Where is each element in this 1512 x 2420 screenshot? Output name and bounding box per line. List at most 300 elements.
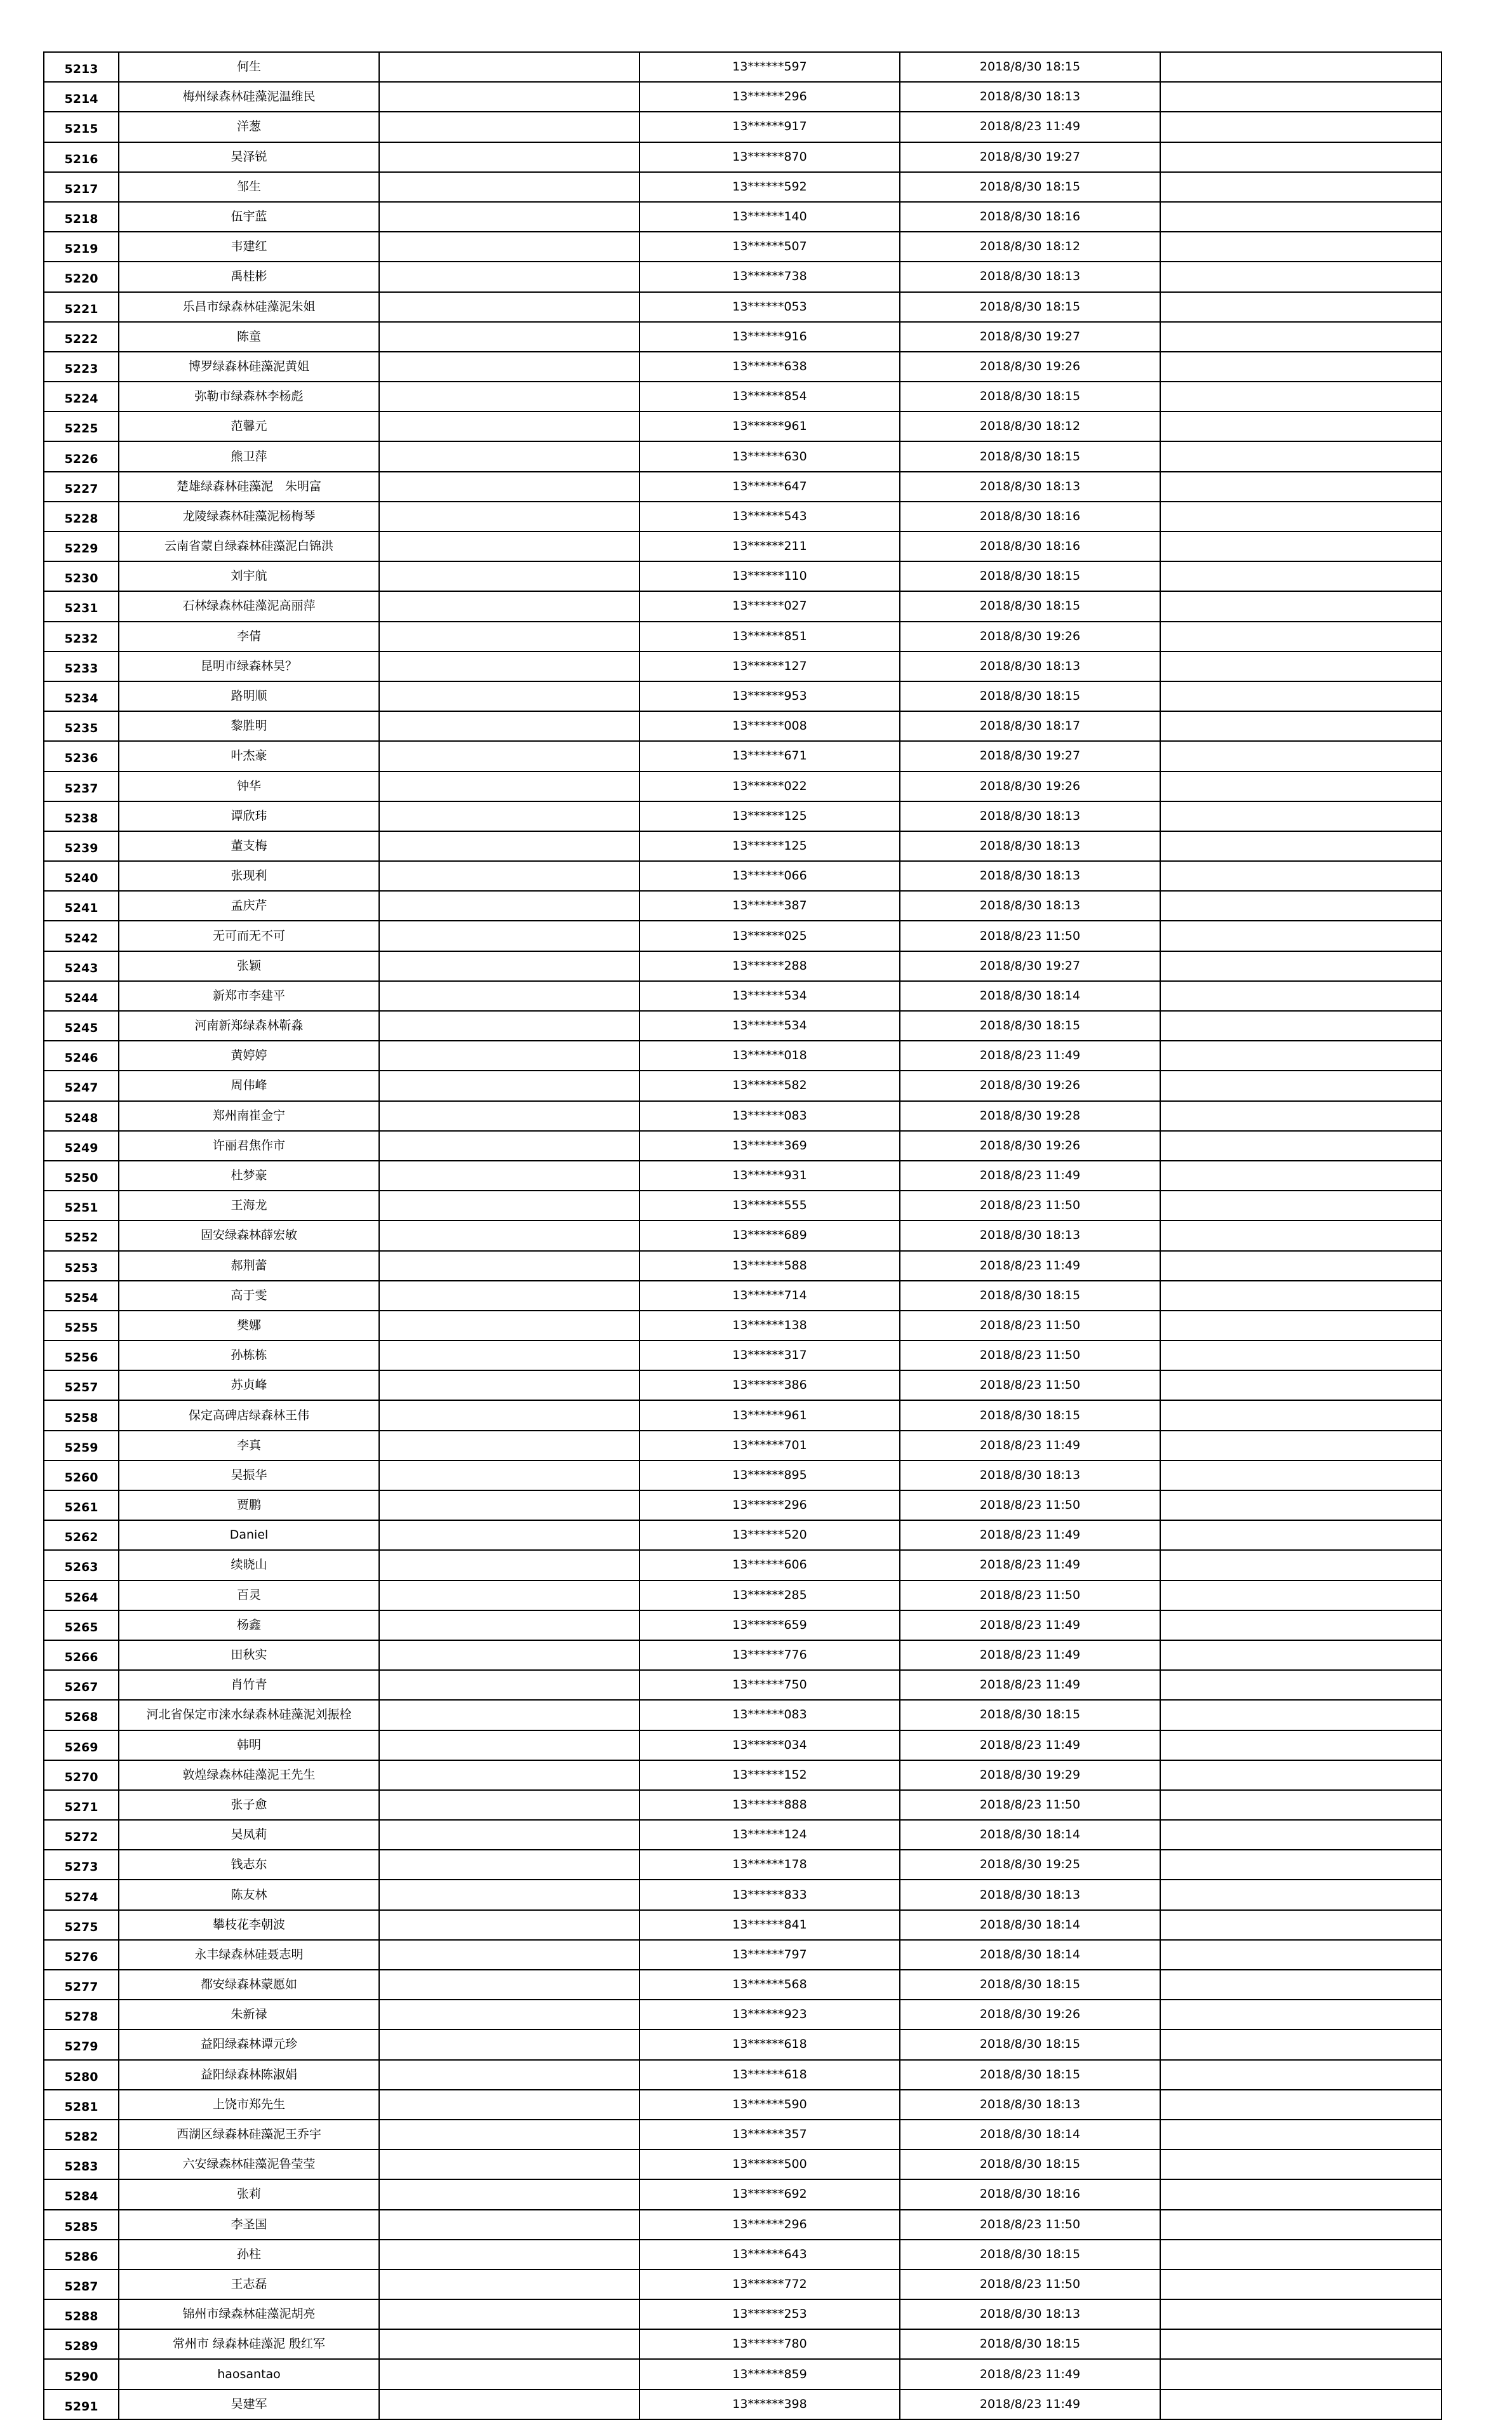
row-phone-cell: 13******357 bbox=[639, 2120, 900, 2149]
row-phone-cell: 13******296 bbox=[639, 82, 900, 112]
row-time-cell: 2018/8/23 11:50 bbox=[900, 2210, 1160, 2240]
row-name-cell: Daniel bbox=[119, 1520, 379, 1550]
row-empty-cell bbox=[379, 1550, 639, 1580]
row-phone-cell: 13******582 bbox=[639, 1071, 900, 1100]
table-row bbox=[44, 561, 1442, 591]
row-phone-cell: 13******859 bbox=[639, 2359, 900, 2389]
row-phone-cell: 13******534 bbox=[639, 1011, 900, 1041]
row-empty-cell bbox=[379, 1490, 639, 1520]
row-empty-cell bbox=[379, 472, 639, 502]
row-empty-cell bbox=[1160, 981, 1442, 1011]
row-id-cell: 5267 bbox=[44, 1670, 119, 1700]
row-time-cell: 2018/8/30 18:13 bbox=[900, 1461, 1160, 1490]
row-id-cell: 5291 bbox=[44, 2390, 119, 2419]
row-phone-cell: 13******507 bbox=[639, 232, 900, 262]
row-id-cell: 5282 bbox=[44, 2120, 119, 2149]
row-empty-cell bbox=[1160, 1311, 1442, 1340]
row-name-cell: 百灵 bbox=[119, 1581, 379, 1610]
table-row bbox=[44, 2179, 1442, 2209]
row-id-cell: 5263 bbox=[44, 1550, 119, 1580]
row-id-cell: 5253 bbox=[44, 1251, 119, 1281]
table-row bbox=[44, 951, 1442, 981]
row-empty-cell bbox=[1160, 2120, 1442, 2149]
row-name-cell: 吴泽锐 bbox=[119, 142, 379, 172]
row-empty-cell bbox=[379, 531, 639, 561]
row-time-cell: 2018/8/23 11:49 bbox=[900, 1161, 1160, 1191]
row-name-cell: 昆明市绿森林昊？ bbox=[119, 652, 379, 681]
row-empty-cell bbox=[1160, 1431, 1442, 1461]
row-phone-cell: 13******618 bbox=[639, 2060, 900, 2090]
row-empty-cell bbox=[379, 322, 639, 352]
row-phone-cell: 13******895 bbox=[639, 1461, 900, 1490]
row-empty-cell bbox=[379, 622, 639, 652]
row-phone-cell: 13******027 bbox=[639, 591, 900, 621]
row-id-cell: 5281 bbox=[44, 2090, 119, 2120]
table-row bbox=[44, 2240, 1442, 2270]
row-empty-cell bbox=[379, 711, 639, 741]
row-empty-cell bbox=[1160, 1461, 1442, 1490]
row-phone-cell: 13******296 bbox=[639, 2210, 900, 2240]
row-time-cell: 2018/8/23 11:49 bbox=[900, 1610, 1160, 1640]
row-time-cell: 2018/8/30 18:16 bbox=[900, 531, 1160, 561]
row-phone-cell: 13******916 bbox=[639, 322, 900, 352]
row-phone-cell: 13******961 bbox=[639, 1400, 900, 1430]
row-id-cell: 5240 bbox=[44, 861, 119, 891]
row-id-cell: 5272 bbox=[44, 1820, 119, 1850]
row-empty-cell bbox=[1160, 411, 1442, 441]
row-name-cell: 陈童 bbox=[119, 322, 379, 352]
row-name-cell: 周伟峰 bbox=[119, 1071, 379, 1100]
table-row bbox=[44, 2149, 1442, 2179]
row-empty-cell bbox=[379, 591, 639, 621]
table-row bbox=[44, 2270, 1442, 2299]
row-time-cell: 2018/8/30 19:26 bbox=[900, 1071, 1160, 1100]
table-row bbox=[44, 772, 1442, 801]
table-row bbox=[44, 891, 1442, 921]
row-empty-cell bbox=[1160, 112, 1442, 142]
row-name-cell: 郑州南崔金宁 bbox=[119, 1101, 379, 1131]
row-name-cell: 敦煌绿森林硅藻泥王先生 bbox=[119, 1760, 379, 1790]
table-row bbox=[44, 1820, 1442, 1850]
row-empty-cell bbox=[379, 1340, 639, 1370]
row-empty-cell bbox=[1160, 2240, 1442, 2270]
row-id-cell: 5273 bbox=[44, 1850, 119, 1880]
row-id-cell: 5278 bbox=[44, 2000, 119, 2029]
row-phone-cell: 13******178 bbox=[639, 1850, 900, 1880]
row-time-cell: 2018/8/23 11:49 bbox=[900, 1640, 1160, 1670]
table-row bbox=[44, 2329, 1442, 2359]
row-time-cell: 2018/8/30 19:26 bbox=[900, 2000, 1160, 2029]
row-phone-cell: 13******124 bbox=[639, 1820, 900, 1850]
row-name-cell: 张子愈 bbox=[119, 1790, 379, 1820]
table-row bbox=[44, 681, 1442, 711]
row-time-cell: 2018/8/23 11:50 bbox=[900, 1340, 1160, 1370]
row-name-cell: 禹桂彬 bbox=[119, 262, 379, 291]
row-time-cell: 2018/8/30 19:27 bbox=[900, 322, 1160, 352]
row-time-cell: 2018/8/30 18:15 bbox=[900, 2240, 1160, 2270]
row-empty-cell bbox=[1160, 801, 1442, 831]
table-row bbox=[44, 322, 1442, 352]
row-time-cell: 2018/8/30 18:15 bbox=[900, 52, 1160, 82]
table-row bbox=[44, 741, 1442, 771]
table-row bbox=[44, 262, 1442, 291]
row-name-cell: 钱志东 bbox=[119, 1850, 379, 1880]
row-empty-cell bbox=[1160, 2060, 1442, 2090]
row-name-cell: 益阳绿森林陈淑娟 bbox=[119, 2060, 379, 2090]
table-row bbox=[44, 1730, 1442, 1760]
row-id-cell: 5220 bbox=[44, 262, 119, 291]
row-name-cell: 吴凤莉 bbox=[119, 1820, 379, 1850]
row-phone-cell: 13******931 bbox=[639, 1161, 900, 1191]
row-empty-cell bbox=[1160, 1101, 1442, 1131]
table-row bbox=[44, 1311, 1442, 1340]
row-empty-cell bbox=[379, 951, 639, 981]
row-empty-cell bbox=[1160, 1400, 1442, 1430]
table-row bbox=[44, 1340, 1442, 1370]
row-empty-cell bbox=[379, 82, 639, 112]
row-phone-cell: 13******797 bbox=[639, 1940, 900, 1970]
table-row bbox=[44, 292, 1442, 322]
row-empty-cell bbox=[1160, 1970, 1442, 2000]
row-empty-cell bbox=[379, 262, 639, 291]
row-phone-cell: 13******317 bbox=[639, 1340, 900, 1370]
row-empty-cell bbox=[1160, 1520, 1442, 1550]
row-id-cell: 5231 bbox=[44, 591, 119, 621]
row-id-cell: 5260 bbox=[44, 1461, 119, 1490]
row-time-cell: 2018/8/30 18:15 bbox=[900, 1011, 1160, 1041]
row-phone-cell: 13******870 bbox=[639, 142, 900, 172]
row-empty-cell bbox=[379, 352, 639, 382]
row-time-cell: 2018/8/23 11:49 bbox=[900, 1550, 1160, 1580]
row-name-cell: 李真 bbox=[119, 1431, 379, 1461]
row-id-cell: 5256 bbox=[44, 1340, 119, 1370]
row-time-cell: 2018/8/30 18:12 bbox=[900, 232, 1160, 262]
table-row bbox=[44, 1461, 1442, 1490]
row-time-cell: 2018/8/30 19:25 bbox=[900, 1850, 1160, 1880]
row-name-cell: 樊娜 bbox=[119, 1311, 379, 1340]
row-empty-cell bbox=[1160, 681, 1442, 711]
row-phone-cell: 13******923 bbox=[639, 2000, 900, 2029]
row-phone-cell: 13******671 bbox=[639, 741, 900, 771]
row-id-cell: 5252 bbox=[44, 1220, 119, 1250]
row-empty-cell bbox=[1160, 1041, 1442, 1071]
row-id-cell: 5288 bbox=[44, 2299, 119, 2329]
row-empty-cell bbox=[1160, 1161, 1442, 1191]
table-row bbox=[44, 52, 1442, 82]
row-phone-cell: 13******127 bbox=[639, 652, 900, 681]
table-row bbox=[44, 1400, 1442, 1430]
row-phone-cell: 13******618 bbox=[639, 2029, 900, 2059]
table-row bbox=[44, 652, 1442, 681]
row-time-cell: 2018/8/30 18:15 bbox=[900, 561, 1160, 591]
table-row bbox=[44, 202, 1442, 232]
row-name-cell: 孙栋栋 bbox=[119, 1340, 379, 1370]
row-empty-cell bbox=[1160, 951, 1442, 981]
row-phone-cell: 13******961 bbox=[639, 411, 900, 441]
row-name-cell: 益阳绿森林谭元珍 bbox=[119, 2029, 379, 2059]
table-row bbox=[44, 2210, 1442, 2240]
row-id-cell: 5217 bbox=[44, 172, 119, 202]
row-time-cell: 2018/8/30 18:13 bbox=[900, 831, 1160, 861]
row-empty-cell bbox=[379, 561, 639, 591]
row-empty-cell bbox=[379, 861, 639, 891]
row-empty-cell bbox=[1160, 1340, 1442, 1370]
row-name-cell: 西湖区绿森林硅藻泥王乔宇 bbox=[119, 2120, 379, 2149]
row-phone-cell: 13******659 bbox=[639, 1610, 900, 1640]
row-empty-cell bbox=[1160, 1581, 1442, 1610]
row-empty-cell bbox=[1160, 2000, 1442, 2029]
row-time-cell: 2018/8/30 18:15 bbox=[900, 172, 1160, 202]
row-time-cell: 2018/8/30 18:15 bbox=[900, 1970, 1160, 2000]
row-time-cell: 2018/8/30 18:15 bbox=[900, 2029, 1160, 2059]
row-id-cell: 5250 bbox=[44, 1161, 119, 1191]
table-row bbox=[44, 1011, 1442, 1041]
row-empty-cell bbox=[379, 2029, 639, 2059]
table-row bbox=[44, 2060, 1442, 2090]
row-empty-cell bbox=[379, 411, 639, 441]
row-time-cell: 2018/8/23 11:49 bbox=[900, 1041, 1160, 1071]
row-id-cell: 5257 bbox=[44, 1370, 119, 1400]
row-empty-cell bbox=[1160, 861, 1442, 891]
row-time-cell: 2018/8/30 19:26 bbox=[900, 772, 1160, 801]
row-name-cell: 河南新郑绿森林靳淼 bbox=[119, 1011, 379, 1041]
row-empty-cell bbox=[379, 2149, 639, 2179]
table-row bbox=[44, 1431, 1442, 1461]
table-row bbox=[44, 1220, 1442, 1250]
row-name-cell: 苏贞峰 bbox=[119, 1370, 379, 1400]
row-time-cell: 2018/8/23 11:49 bbox=[900, 1670, 1160, 1700]
row-empty-cell bbox=[379, 202, 639, 232]
row-phone-cell: 13******630 bbox=[639, 441, 900, 471]
row-time-cell: 2018/8/30 18:17 bbox=[900, 711, 1160, 741]
row-id-cell: 5213 bbox=[44, 52, 119, 82]
row-id-cell: 5223 bbox=[44, 352, 119, 382]
row-empty-cell bbox=[1160, 1071, 1442, 1100]
table-row bbox=[44, 981, 1442, 1011]
table-row bbox=[44, 411, 1442, 441]
row-name-cell: 吴振华 bbox=[119, 1461, 379, 1490]
table-row bbox=[44, 1880, 1442, 1909]
row-empty-cell bbox=[1160, 2329, 1442, 2359]
row-empty-cell bbox=[379, 1670, 639, 1700]
row-empty-cell bbox=[1160, 292, 1442, 322]
row-id-cell: 5232 bbox=[44, 622, 119, 652]
row-time-cell: 2018/8/23 11:50 bbox=[900, 1311, 1160, 1340]
table-row bbox=[44, 1940, 1442, 1970]
row-empty-cell bbox=[379, 891, 639, 921]
row-name-cell: 常州市 绿森林硅藻泥 殷红军 bbox=[119, 2329, 379, 2359]
row-empty-cell bbox=[379, 292, 639, 322]
row-empty-cell bbox=[379, 1101, 639, 1131]
row-phone-cell: 13******066 bbox=[639, 861, 900, 891]
row-phone-cell: 13******689 bbox=[639, 1220, 900, 1250]
row-id-cell: 5264 bbox=[44, 1581, 119, 1610]
row-phone-cell: 13******008 bbox=[639, 711, 900, 741]
row-empty-cell bbox=[1160, 1730, 1442, 1760]
row-phone-cell: 13******083 bbox=[639, 1700, 900, 1730]
row-id-cell: 5218 bbox=[44, 202, 119, 232]
row-empty-cell bbox=[1160, 1790, 1442, 1820]
row-name-cell: 田秋实 bbox=[119, 1640, 379, 1670]
row-phone-cell: 13******386 bbox=[639, 1370, 900, 1400]
data-table bbox=[43, 51, 1442, 2420]
row-phone-cell: 13******833 bbox=[639, 1880, 900, 1909]
row-time-cell: 2018/8/30 18:15 bbox=[900, 441, 1160, 471]
row-time-cell: 2018/8/30 18:13 bbox=[900, 2299, 1160, 2329]
row-id-cell: 5277 bbox=[44, 1970, 119, 2000]
row-id-cell: 5254 bbox=[44, 1281, 119, 1311]
row-id-cell: 5262 bbox=[44, 1520, 119, 1550]
row-name-cell: 范馨元 bbox=[119, 411, 379, 441]
row-empty-cell bbox=[379, 172, 639, 202]
row-id-cell: 5286 bbox=[44, 2240, 119, 2270]
row-time-cell: 2018/8/23 11:50 bbox=[900, 1191, 1160, 1220]
table-row bbox=[44, 2090, 1442, 2120]
row-empty-cell bbox=[379, 502, 639, 531]
row-empty-cell bbox=[379, 232, 639, 262]
table-row bbox=[44, 472, 1442, 502]
row-phone-cell: 13******588 bbox=[639, 1251, 900, 1281]
row-name-cell: 黄婷婷 bbox=[119, 1041, 379, 1071]
row-id-cell: 5241 bbox=[44, 891, 119, 921]
row-id-cell: 5234 bbox=[44, 681, 119, 711]
row-empty-cell bbox=[1160, 622, 1442, 652]
row-empty-cell bbox=[1160, 322, 1442, 352]
row-id-cell: 5225 bbox=[44, 411, 119, 441]
row-empty-cell bbox=[379, 1400, 639, 1430]
row-empty-cell bbox=[379, 2120, 639, 2149]
row-phone-cell: 13******500 bbox=[639, 2149, 900, 2179]
row-time-cell: 2018/8/30 19:27 bbox=[900, 142, 1160, 172]
row-id-cell: 5245 bbox=[44, 1011, 119, 1041]
table-row bbox=[44, 1550, 1442, 1580]
row-time-cell: 2018/8/30 19:26 bbox=[900, 622, 1160, 652]
table-row bbox=[44, 1640, 1442, 1670]
row-id-cell: 5246 bbox=[44, 1041, 119, 1071]
row-phone-cell: 13******140 bbox=[639, 202, 900, 232]
row-empty-cell bbox=[1160, 1850, 1442, 1880]
table-row bbox=[44, 441, 1442, 471]
row-id-cell: 5279 bbox=[44, 2029, 119, 2059]
row-phone-cell: 13******387 bbox=[639, 891, 900, 921]
row-name-cell: haosantao bbox=[119, 2359, 379, 2389]
row-id-cell: 5228 bbox=[44, 502, 119, 531]
row-empty-cell bbox=[1160, 1610, 1442, 1640]
row-empty-cell bbox=[379, 741, 639, 771]
row-time-cell: 2018/8/30 18:15 bbox=[900, 2149, 1160, 2179]
row-empty-cell bbox=[379, 1700, 639, 1730]
row-time-cell: 2018/8/30 18:16 bbox=[900, 502, 1160, 531]
table-row bbox=[44, 861, 1442, 891]
row-name-cell: 熊卫萍 bbox=[119, 441, 379, 471]
row-name-cell: 韩明 bbox=[119, 1730, 379, 1760]
row-id-cell: 5248 bbox=[44, 1101, 119, 1131]
table-row bbox=[44, 1850, 1442, 1880]
row-phone-cell: 13******568 bbox=[639, 1970, 900, 2000]
table-row bbox=[44, 232, 1442, 262]
row-phone-cell: 13******888 bbox=[639, 1790, 900, 1820]
row-time-cell: 2018/8/30 18:15 bbox=[900, 292, 1160, 322]
row-id-cell: 5229 bbox=[44, 531, 119, 561]
row-empty-cell bbox=[379, 2299, 639, 2329]
row-empty-cell bbox=[1160, 772, 1442, 801]
row-empty-cell bbox=[1160, 441, 1442, 471]
row-id-cell: 5236 bbox=[44, 741, 119, 771]
row-empty-cell bbox=[1160, 1670, 1442, 1700]
row-phone-cell: 13******034 bbox=[639, 1730, 900, 1760]
row-time-cell: 2018/8/30 18:13 bbox=[900, 652, 1160, 681]
row-time-cell: 2018/8/30 19:26 bbox=[900, 352, 1160, 382]
row-empty-cell bbox=[379, 1970, 639, 2000]
row-empty-cell bbox=[1160, 741, 1442, 771]
row-empty-cell bbox=[1160, 831, 1442, 861]
row-empty-cell bbox=[379, 1431, 639, 1461]
row-name-cell: 洋葱 bbox=[119, 112, 379, 142]
row-empty-cell bbox=[379, 1910, 639, 1940]
table-row bbox=[44, 142, 1442, 172]
row-name-cell: 杜梦豪 bbox=[119, 1161, 379, 1191]
row-empty-cell bbox=[1160, 1880, 1442, 1909]
row-id-cell: 5238 bbox=[44, 801, 119, 831]
row-phone-cell: 13******590 bbox=[639, 2090, 900, 2120]
row-id-cell: 5285 bbox=[44, 2210, 119, 2240]
row-empty-cell bbox=[1160, 2149, 1442, 2179]
row-empty-cell bbox=[379, 1011, 639, 1041]
row-phone-cell: 13******285 bbox=[639, 1581, 900, 1610]
table-row bbox=[44, 172, 1442, 202]
table-row bbox=[44, 591, 1442, 621]
row-time-cell: 2018/8/30 18:13 bbox=[900, 82, 1160, 112]
row-empty-cell bbox=[379, 921, 639, 951]
row-name-cell: 乐昌市绿森林硅藻泥朱姐 bbox=[119, 292, 379, 322]
row-name-cell: 续晓山 bbox=[119, 1550, 379, 1580]
row-empty-cell bbox=[379, 1311, 639, 1340]
row-time-cell: 2018/8/30 18:15 bbox=[900, 2329, 1160, 2359]
row-phone-cell: 13******953 bbox=[639, 681, 900, 711]
row-time-cell: 2018/8/30 18:14 bbox=[900, 1820, 1160, 1850]
row-phone-cell: 13******772 bbox=[639, 2270, 900, 2299]
row-empty-cell bbox=[1160, 591, 1442, 621]
row-name-cell: 孙柱 bbox=[119, 2240, 379, 2270]
row-empty-cell bbox=[379, 831, 639, 861]
row-empty-cell bbox=[1160, 142, 1442, 172]
row-id-cell: 5249 bbox=[44, 1131, 119, 1161]
table-body bbox=[44, 52, 1442, 2419]
row-phone-cell: 13******520 bbox=[639, 1520, 900, 1550]
row-phone-cell: 13******398 bbox=[639, 2390, 900, 2419]
row-empty-cell bbox=[379, 2090, 639, 2120]
row-empty-cell bbox=[379, 681, 639, 711]
row-name-cell: 孟庆芹 bbox=[119, 891, 379, 921]
row-name-cell: 杨鑫 bbox=[119, 1610, 379, 1640]
row-empty-cell bbox=[1160, 232, 1442, 262]
row-empty-cell bbox=[379, 382, 639, 411]
row-phone-cell: 13******152 bbox=[639, 1760, 900, 1790]
row-empty-cell bbox=[1160, 1700, 1442, 1730]
row-id-cell: 5233 bbox=[44, 652, 119, 681]
row-id-cell: 5222 bbox=[44, 322, 119, 352]
row-id-cell: 5258 bbox=[44, 1400, 119, 1430]
row-time-cell: 2018/8/30 18:16 bbox=[900, 2179, 1160, 2209]
row-phone-cell: 13******296 bbox=[639, 1490, 900, 1520]
row-name-cell: 无可而无不可 bbox=[119, 921, 379, 951]
row-empty-cell bbox=[379, 1790, 639, 1820]
row-empty-cell bbox=[379, 1610, 639, 1640]
row-empty-cell bbox=[379, 1850, 639, 1880]
row-id-cell: 5275 bbox=[44, 1910, 119, 1940]
row-name-cell: 张现利 bbox=[119, 861, 379, 891]
row-phone-cell: 13******738 bbox=[639, 262, 900, 291]
